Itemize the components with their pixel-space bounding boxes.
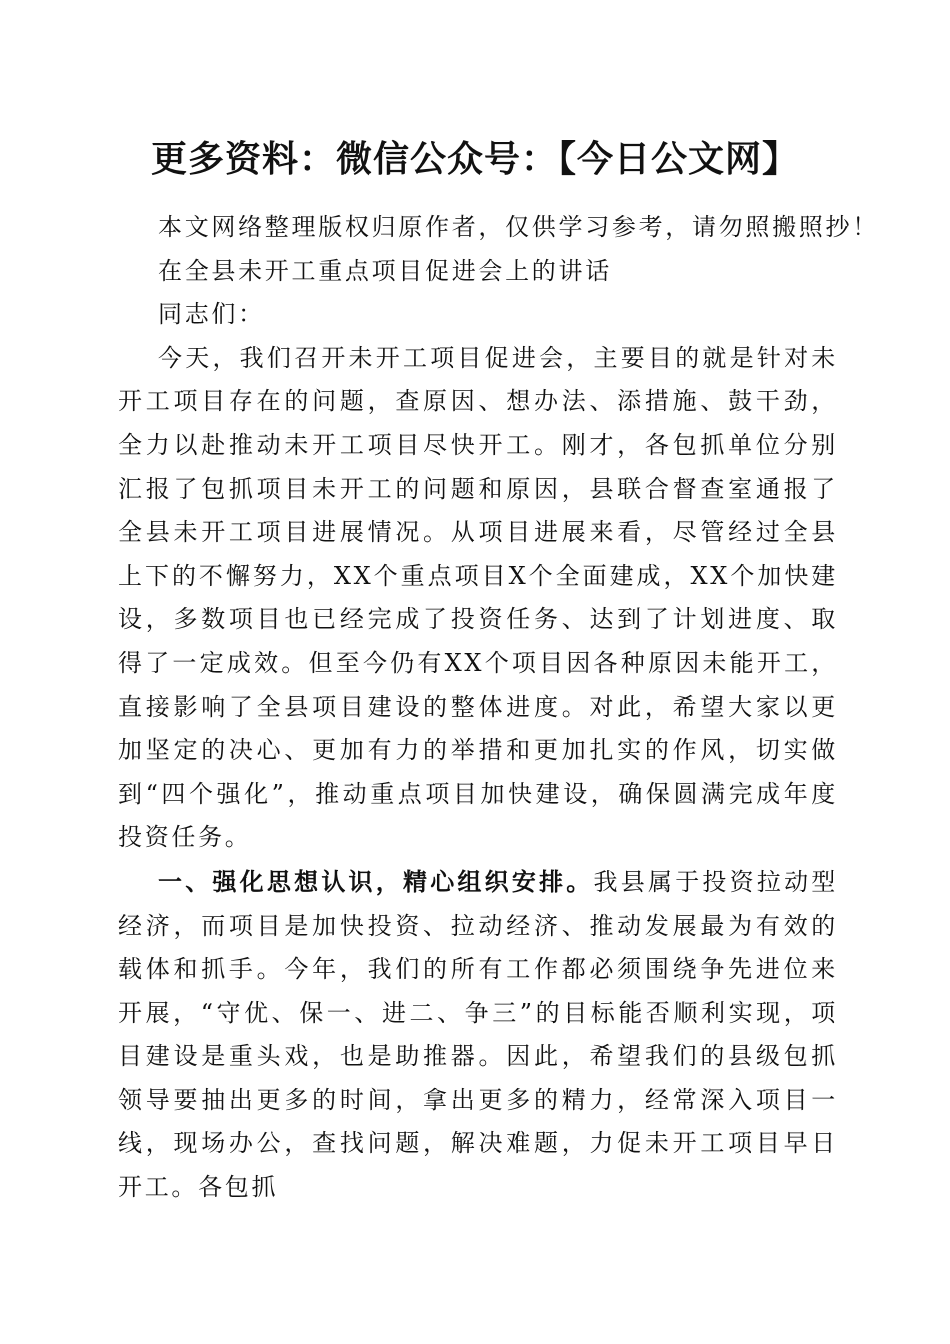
- speech-title: 在全县未开工重点项目促进会上的讲话: [158, 256, 612, 285]
- paragraph-section-1: [118, 860, 838, 1210]
- salutation: 同志们：: [158, 300, 265, 329]
- paragraph-intro: 今天，我们召开未开工项目促进会，主要目的就是针对未开工项目存在的问题，查原因、想办法、添措施、鼓干劲，全力以赴推动未开工项目尽快开工。刚才，各包抓单位分别汇报了包抓项目未开工的问题和原因，县联合督查室通报了全县未开工项目进展情况。从项目进展来看，尽管经过全县上下的不懈努力，XX个重点项目X个全面建成，XX个加快建设，多数项目也已经完成了投资任务、达到了计划进度、取得了一定成效。但至今仍有XX个项目因各种原因未能开工，直接影响了全县项目建设的整体进度。对此，希望大家以更加坚定的决心、更加有力的举措和更加扎实的作风，切实做到“四个强化”，推动重点项目加快建设，确保圆满完成年度投资任务。: [118, 343, 838, 852]
- section-1-heading: 一、强化思想认识，精心组织安排。: [158, 866, 594, 896]
- header-title: 更多资料：微信公众号：【今日公文网】: [150, 138, 799, 180]
- disclaimer-line: 本文网络整理版权归原作者，仅供学习参考，请勿照搬照抄！: [158, 213, 879, 241]
- section-1-body: 我县属于投资拉动型经济，而项目是加快投资、拉动经济、推动发展最为有效的载体和抓手。今年，我们的所有工作都必须围绕争先进位来开展，“守优、保一、进二、争三”的目标能否顺利实现，项目建设是重头戏，也是助推器。因此，希望我们的县级包抓领导要抽出更多的时间，拿出更多的精力，经常深入项目一线，现场办公，查找问题，解决难题，力促未开工项目早日开工。各包抓: [118, 867, 838, 1202]
- document-body: [118, 206, 879, 1210]
